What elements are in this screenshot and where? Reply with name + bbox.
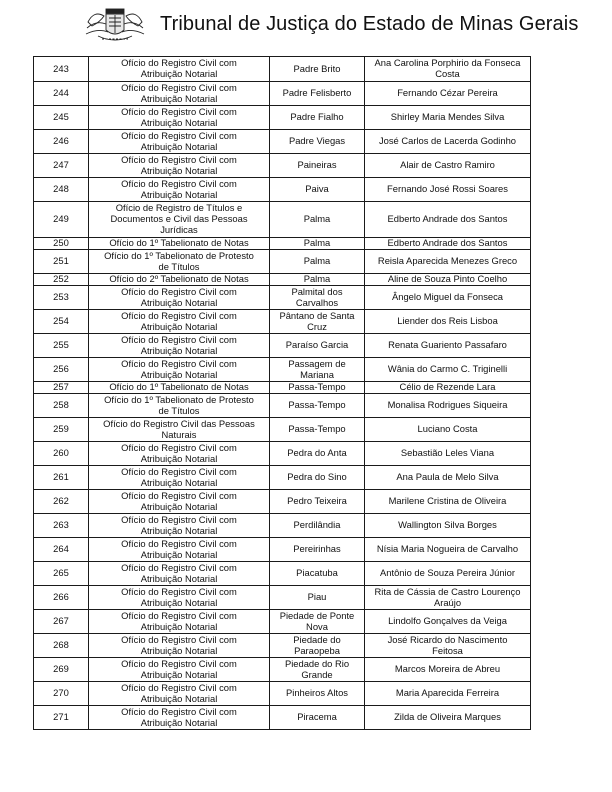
- table-row: [34, 178, 531, 202]
- holder-name-cell: Renata Guariento Passafaro: [365, 334, 531, 358]
- office-type-cell: Ofício do Registro Civil com Atribuição Notarial: [89, 658, 270, 682]
- row-number-cell: 259: [34, 418, 89, 442]
- city-cell: Paraíso Garcia: [270, 334, 365, 358]
- row-number-cell: 255: [34, 334, 89, 358]
- table-row: [34, 238, 531, 250]
- city-cell: Pereirinhas: [270, 538, 365, 562]
- row-number-cell: 251: [34, 250, 89, 274]
- holder-name-cell: Célio de Rezende Lara: [365, 382, 531, 394]
- row-number-cell: 256: [34, 358, 89, 382]
- row-number-cell: 249: [34, 202, 89, 238]
- holder-name-cell: Sebastião Leles Viana: [365, 442, 531, 466]
- table-row: [34, 274, 531, 286]
- office-type-cell: Ofício do Registro Civil com Atribuição Notarial: [89, 610, 270, 634]
- row-number-cell: 260: [34, 442, 89, 466]
- city-cell: Pinheiros Altos: [270, 682, 365, 706]
- holder-name-cell: Edberto Andrade dos Santos: [365, 202, 531, 238]
- city-cell: Palma: [270, 202, 365, 238]
- table-row: [34, 490, 531, 514]
- table-row: [34, 286, 531, 310]
- city-cell: Piracema: [270, 706, 365, 730]
- office-type-cell: Ofício do Registro Civil com Atribuição Notarial: [89, 466, 270, 490]
- table-row: [34, 706, 531, 730]
- city-cell: Padre Fialho: [270, 106, 365, 130]
- row-number-cell: 246: [34, 130, 89, 154]
- office-type-cell: Ofício do Registro Civil com Atribuição Notarial: [89, 130, 270, 154]
- city-cell: Palma: [270, 238, 365, 250]
- table-row: [34, 57, 531, 82]
- row-number-cell: 247: [34, 154, 89, 178]
- office-type-cell: Ofício do Registro Civil com Atribuição Notarial: [89, 57, 270, 82]
- city-cell: Piau: [270, 586, 365, 610]
- holder-name-cell: Wallington Silva Borges: [365, 514, 531, 538]
- city-cell: Piedade do Paraopeba: [270, 634, 365, 658]
- table-row: [34, 586, 531, 610]
- city-cell: Perdilândia: [270, 514, 365, 538]
- row-number-cell: 244: [34, 82, 89, 106]
- holder-name-cell: Edberto Andrade dos Santos: [365, 238, 531, 250]
- holder-name-cell: José Ricardo do Nascimento Feitosa: [365, 634, 531, 658]
- row-number-cell: 248: [34, 178, 89, 202]
- table-row: [34, 382, 531, 394]
- office-type-cell: Ofício do Registro Civil com Atribuição Notarial: [89, 154, 270, 178]
- table-row: [34, 562, 531, 586]
- holder-name-cell: Reisla Aparecida Menezes Greco: [365, 250, 531, 274]
- row-number-cell: 268: [34, 634, 89, 658]
- registry-table: [33, 56, 531, 730]
- holder-name-cell: Ana Paula de Melo Silva: [365, 466, 531, 490]
- table-row: [34, 610, 531, 634]
- row-number-cell: 243: [34, 57, 89, 82]
- table-row: [34, 682, 531, 706]
- city-cell: Pedra do Anta: [270, 442, 365, 466]
- row-number-cell: 252: [34, 274, 89, 286]
- row-number-cell: 258: [34, 394, 89, 418]
- office-type-cell: Ofício do Registro Civil com Atribuição Notarial: [89, 490, 270, 514]
- holder-name-cell: Ana Carolina Porphirio da Fonseca Costa: [365, 57, 531, 82]
- row-number-cell: 271: [34, 706, 89, 730]
- table-body: [34, 57, 531, 730]
- holder-name-cell: Wânia do Carmo C. Triginelli: [365, 358, 531, 382]
- table-row: [34, 442, 531, 466]
- office-type-cell: Ofício do Registro Civil com Atribuição Notarial: [89, 178, 270, 202]
- table-row: [34, 358, 531, 382]
- office-type-cell: Ofício do 1º Tabelionato de Notas: [89, 238, 270, 250]
- row-number-cell: 261: [34, 466, 89, 490]
- row-number-cell: 266: [34, 586, 89, 610]
- city-cell: Palmital dos Carvalhos: [270, 286, 365, 310]
- city-cell: Padre Viegas: [270, 130, 365, 154]
- holder-name-cell: Lindolfo Gonçalves da Veiga: [365, 610, 531, 634]
- city-cell: Pântano de Santa Cruz: [270, 310, 365, 334]
- office-type-cell: Ofício do Registro Civil com Atribuição Notarial: [89, 286, 270, 310]
- office-type-cell: Ofício do 1º Tabelionato de Protesto de Títulos: [89, 394, 270, 418]
- table-row: [34, 82, 531, 106]
- table-row: [34, 634, 531, 658]
- office-type-cell: Ofício do Registro Civil com Atribuição Notarial: [89, 310, 270, 334]
- city-cell: Passa-Tempo: [270, 418, 365, 442]
- office-type-cell: Ofício do Registro Civil com Atribuição Notarial: [89, 106, 270, 130]
- holder-name-cell: Maria Aparecida Ferreira: [365, 682, 531, 706]
- office-type-cell: Ofício do Registro Civil com Atribuição Notarial: [89, 82, 270, 106]
- holder-name-cell: Shirley Maria Mendes Silva: [365, 106, 531, 130]
- holder-name-cell: Liender dos Reis Lisboa: [365, 310, 531, 334]
- table-row: [34, 130, 531, 154]
- city-cell: Piedade de Ponte Nova: [270, 610, 365, 634]
- row-number-cell: 264: [34, 538, 89, 562]
- city-cell: Paiva: [270, 178, 365, 202]
- city-cell: Passa-Tempo: [270, 394, 365, 418]
- holder-name-cell: Nísia Maria Nogueira de Carvalho: [365, 538, 531, 562]
- office-type-cell: Ofício do Registro Civil com Atribuição Notarial: [89, 706, 270, 730]
- table-row: [34, 334, 531, 358]
- coat-of-arms-icon: [84, 6, 146, 44]
- holder-name-cell: Ângelo Miguel da Fonseca: [365, 286, 531, 310]
- holder-name-cell: Marcos Moreira de Abreu: [365, 658, 531, 682]
- table-row: [34, 310, 531, 334]
- table-row: [34, 202, 531, 238]
- table-row: [34, 106, 531, 130]
- row-number-cell: 265: [34, 562, 89, 586]
- office-type-cell: Ofício do Registro Civil com Atribuição Notarial: [89, 514, 270, 538]
- holder-name-cell: Aline de Souza Pinto Coelho: [365, 274, 531, 286]
- office-type-cell: Ofício do Registro Civil com Atribuição Notarial: [89, 586, 270, 610]
- row-number-cell: 253: [34, 286, 89, 310]
- city-cell: Padre Felisberto: [270, 82, 365, 106]
- holder-name-cell: Monalisa Rodrigues Siqueira: [365, 394, 531, 418]
- row-number-cell: 267: [34, 610, 89, 634]
- table-row: [34, 466, 531, 490]
- page-header: [84, 6, 579, 46]
- city-cell: Passa-Tempo: [270, 382, 365, 394]
- city-cell: Paineiras: [270, 154, 365, 178]
- office-type-cell: Ofício de Registro de Títulos e Documentos e Civil das Pessoas Jurídicas: [89, 202, 270, 238]
- office-type-cell: Ofício do Registro Civil com Atribuição Notarial: [89, 334, 270, 358]
- office-type-cell: Ofício do Registro Civil com Atribuição Notarial: [89, 634, 270, 658]
- office-type-cell: Ofício do Registro Civil com Atribuição Notarial: [89, 358, 270, 382]
- holder-name-cell: Fernando Cézar Pereira: [365, 82, 531, 106]
- city-cell: Palma: [270, 274, 365, 286]
- table-row: [34, 514, 531, 538]
- city-cell: Passagem de Mariana: [270, 358, 365, 382]
- city-cell: Pedra do Sino: [270, 466, 365, 490]
- city-cell: Piacatuba: [270, 562, 365, 586]
- holder-name-cell: Zilda de Oliveira Marques: [365, 706, 531, 730]
- table-row: [34, 154, 531, 178]
- table-row: [34, 394, 531, 418]
- row-number-cell: 263: [34, 514, 89, 538]
- row-number-cell: 262: [34, 490, 89, 514]
- city-cell: Palma: [270, 250, 365, 274]
- row-number-cell: 250: [34, 238, 89, 250]
- holder-name-cell: José Carlos de Lacerda Godinho: [365, 130, 531, 154]
- table-row: [34, 538, 531, 562]
- row-number-cell: 270: [34, 682, 89, 706]
- city-cell: Padre Brito: [270, 57, 365, 82]
- table-row: [34, 658, 531, 682]
- holder-name-cell: Fernando José Rossi Soares: [365, 178, 531, 202]
- city-cell: Piedade do Rio Grande: [270, 658, 365, 682]
- row-number-cell: 254: [34, 310, 89, 334]
- holder-name-cell: Luciano Costa: [365, 418, 531, 442]
- office-type-cell: Ofício do Registro Civil com Atribuição Notarial: [89, 442, 270, 466]
- holder-name-cell: Rita de Cássia de Castro Lourenço Araújo: [365, 586, 531, 610]
- office-type-cell: Ofício do Registro Civil com Atribuição Notarial: [89, 538, 270, 562]
- office-type-cell: Ofício do 1º Tabelionato de Notas: [89, 382, 270, 394]
- holder-name-cell: Antônio de Souza Pereira Júnior: [365, 562, 531, 586]
- holder-name-cell: Alair de Castro Ramiro: [365, 154, 531, 178]
- row-number-cell: 269: [34, 658, 89, 682]
- holder-name-cell: Marilene Cristina de Oliveira: [365, 490, 531, 514]
- table-row: [34, 418, 531, 442]
- page-title: Tribunal de Justiça do Estado de Minas Gerais: [160, 13, 579, 35]
- office-type-cell: Ofício do Registro Civil das Pessoas Naturais: [89, 418, 270, 442]
- row-number-cell: 245: [34, 106, 89, 130]
- table-row: [34, 250, 531, 274]
- city-cell: Pedro Teixeira: [270, 490, 365, 514]
- office-type-cell: Ofício do Registro Civil com Atribuição Notarial: [89, 682, 270, 706]
- row-number-cell: 257: [34, 382, 89, 394]
- office-type-cell: Ofício do 2º Tabelionato de Notas: [89, 274, 270, 286]
- office-type-cell: Ofício do 1º Tabelionato de Protesto de Títulos: [89, 250, 270, 274]
- office-type-cell: Ofício do Registro Civil com Atribuição Notarial: [89, 562, 270, 586]
